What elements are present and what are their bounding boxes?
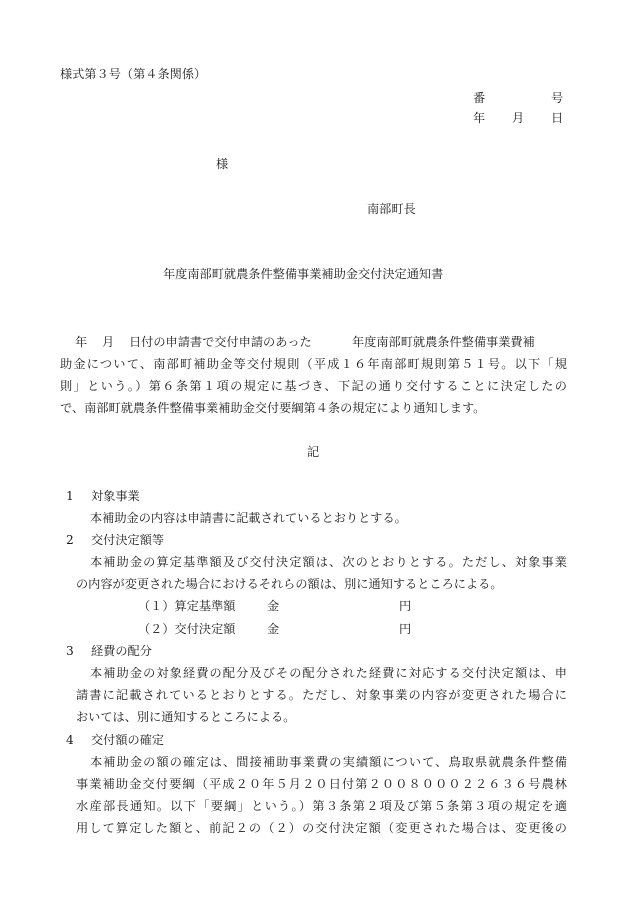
section-4-body-1: 本補助金の額の確定は、間接補助事業費の実績額について、鳥取県就農条件整備 bbox=[90, 755, 567, 769]
intro-year-label: 年 bbox=[75, 335, 88, 349]
intro-line-2: 助金について、南部町補助金等交付規則（平成１６年南部町規則第５１号。以下「規 bbox=[60, 357, 567, 371]
issuer-name: 南部町長 bbox=[367, 202, 416, 216]
section-1-body: 本補助金の内容は申請書に記載されているとおりとする。 bbox=[90, 511, 407, 525]
item-2-yen: 円 bbox=[399, 622, 412, 636]
addressee-suffix: 様 bbox=[216, 157, 229, 171]
number-label-ban: 番 bbox=[473, 91, 486, 105]
document-title: 年度南部町就農条件整備事業補助金交付決定通知書 bbox=[163, 267, 444, 281]
item-2-label: （２）交付決定額 bbox=[138, 622, 236, 636]
number-label-go: 号 bbox=[551, 91, 564, 105]
intro-month-label: 月 bbox=[102, 335, 115, 349]
section-3-number: 3 bbox=[66, 644, 74, 658]
item-1-currency: 金 bbox=[267, 599, 280, 613]
section-3-body-3: おいては、別に通知するところによる。 bbox=[76, 710, 296, 724]
section-2-number: 2 bbox=[66, 533, 74, 547]
date-day-label: 日 bbox=[551, 111, 564, 125]
ki-heading: 記 bbox=[307, 445, 320, 459]
item-2-currency: 金 bbox=[267, 622, 280, 636]
section-2-body-2: の内容が変更された場合におけるそれらの額は、別に通知するところによる。 bbox=[76, 577, 503, 591]
section-3-heading: 経費の配分 bbox=[91, 644, 152, 658]
section-2-heading: 交付決定額等 bbox=[91, 533, 165, 547]
form-label: 様式第３号（第４条関係） bbox=[60, 67, 207, 81]
intro-line-3: 則」という。）第６条第１項の規定に基づき、下記の通り交付することに決定したの bbox=[60, 379, 567, 393]
intro-line-1-end: 年度南部町就農条件整備事業費補 bbox=[352, 335, 535, 349]
section-4-body-2: 事業補助金交付要綱（平成２０年５月２０日付第２００８０００２２６３６号農林 bbox=[76, 777, 567, 791]
intro-line-1-middle: 日付の申請書で交付申請のあった bbox=[129, 335, 312, 349]
section-1-number: 1 bbox=[66, 489, 74, 503]
section-3-body-2: 請書に記載されているとおりとする。ただし、対象事業の内容が変更された場合に bbox=[76, 688, 567, 702]
section-1-heading: 対象事業 bbox=[91, 489, 140, 503]
item-1-label: （１）算定基準額 bbox=[138, 599, 236, 613]
intro-line-4: で、南部町就農条件整備事業補助金交付要綱第４条の規定により通知します。 bbox=[60, 401, 486, 415]
section-3-body-1: 本補助金の対象経費の配分及びその配分された経費に対応する交付決定額は、申 bbox=[90, 666, 567, 680]
section-4-number: 4 bbox=[66, 733, 74, 747]
date-month-label: 月 bbox=[512, 111, 525, 125]
section-4-body-4: 用して算定した額と、前記２の（２）の交付決定額（変更された場合は、変更後の bbox=[76, 821, 567, 835]
section-4-heading: 交付額の確定 bbox=[91, 733, 165, 747]
section-2-body-1: 本補助金の算定基準額及び交付決定額は、次のとおりとする。ただし、対象事業 bbox=[90, 555, 567, 569]
date-year-label: 年 bbox=[473, 111, 486, 125]
item-1-yen: 円 bbox=[399, 599, 412, 613]
section-4-body-3: 水産部長通知。以下「要綱」という。）第３条第２項及び第５条第３項の規定を適 bbox=[76, 799, 567, 813]
